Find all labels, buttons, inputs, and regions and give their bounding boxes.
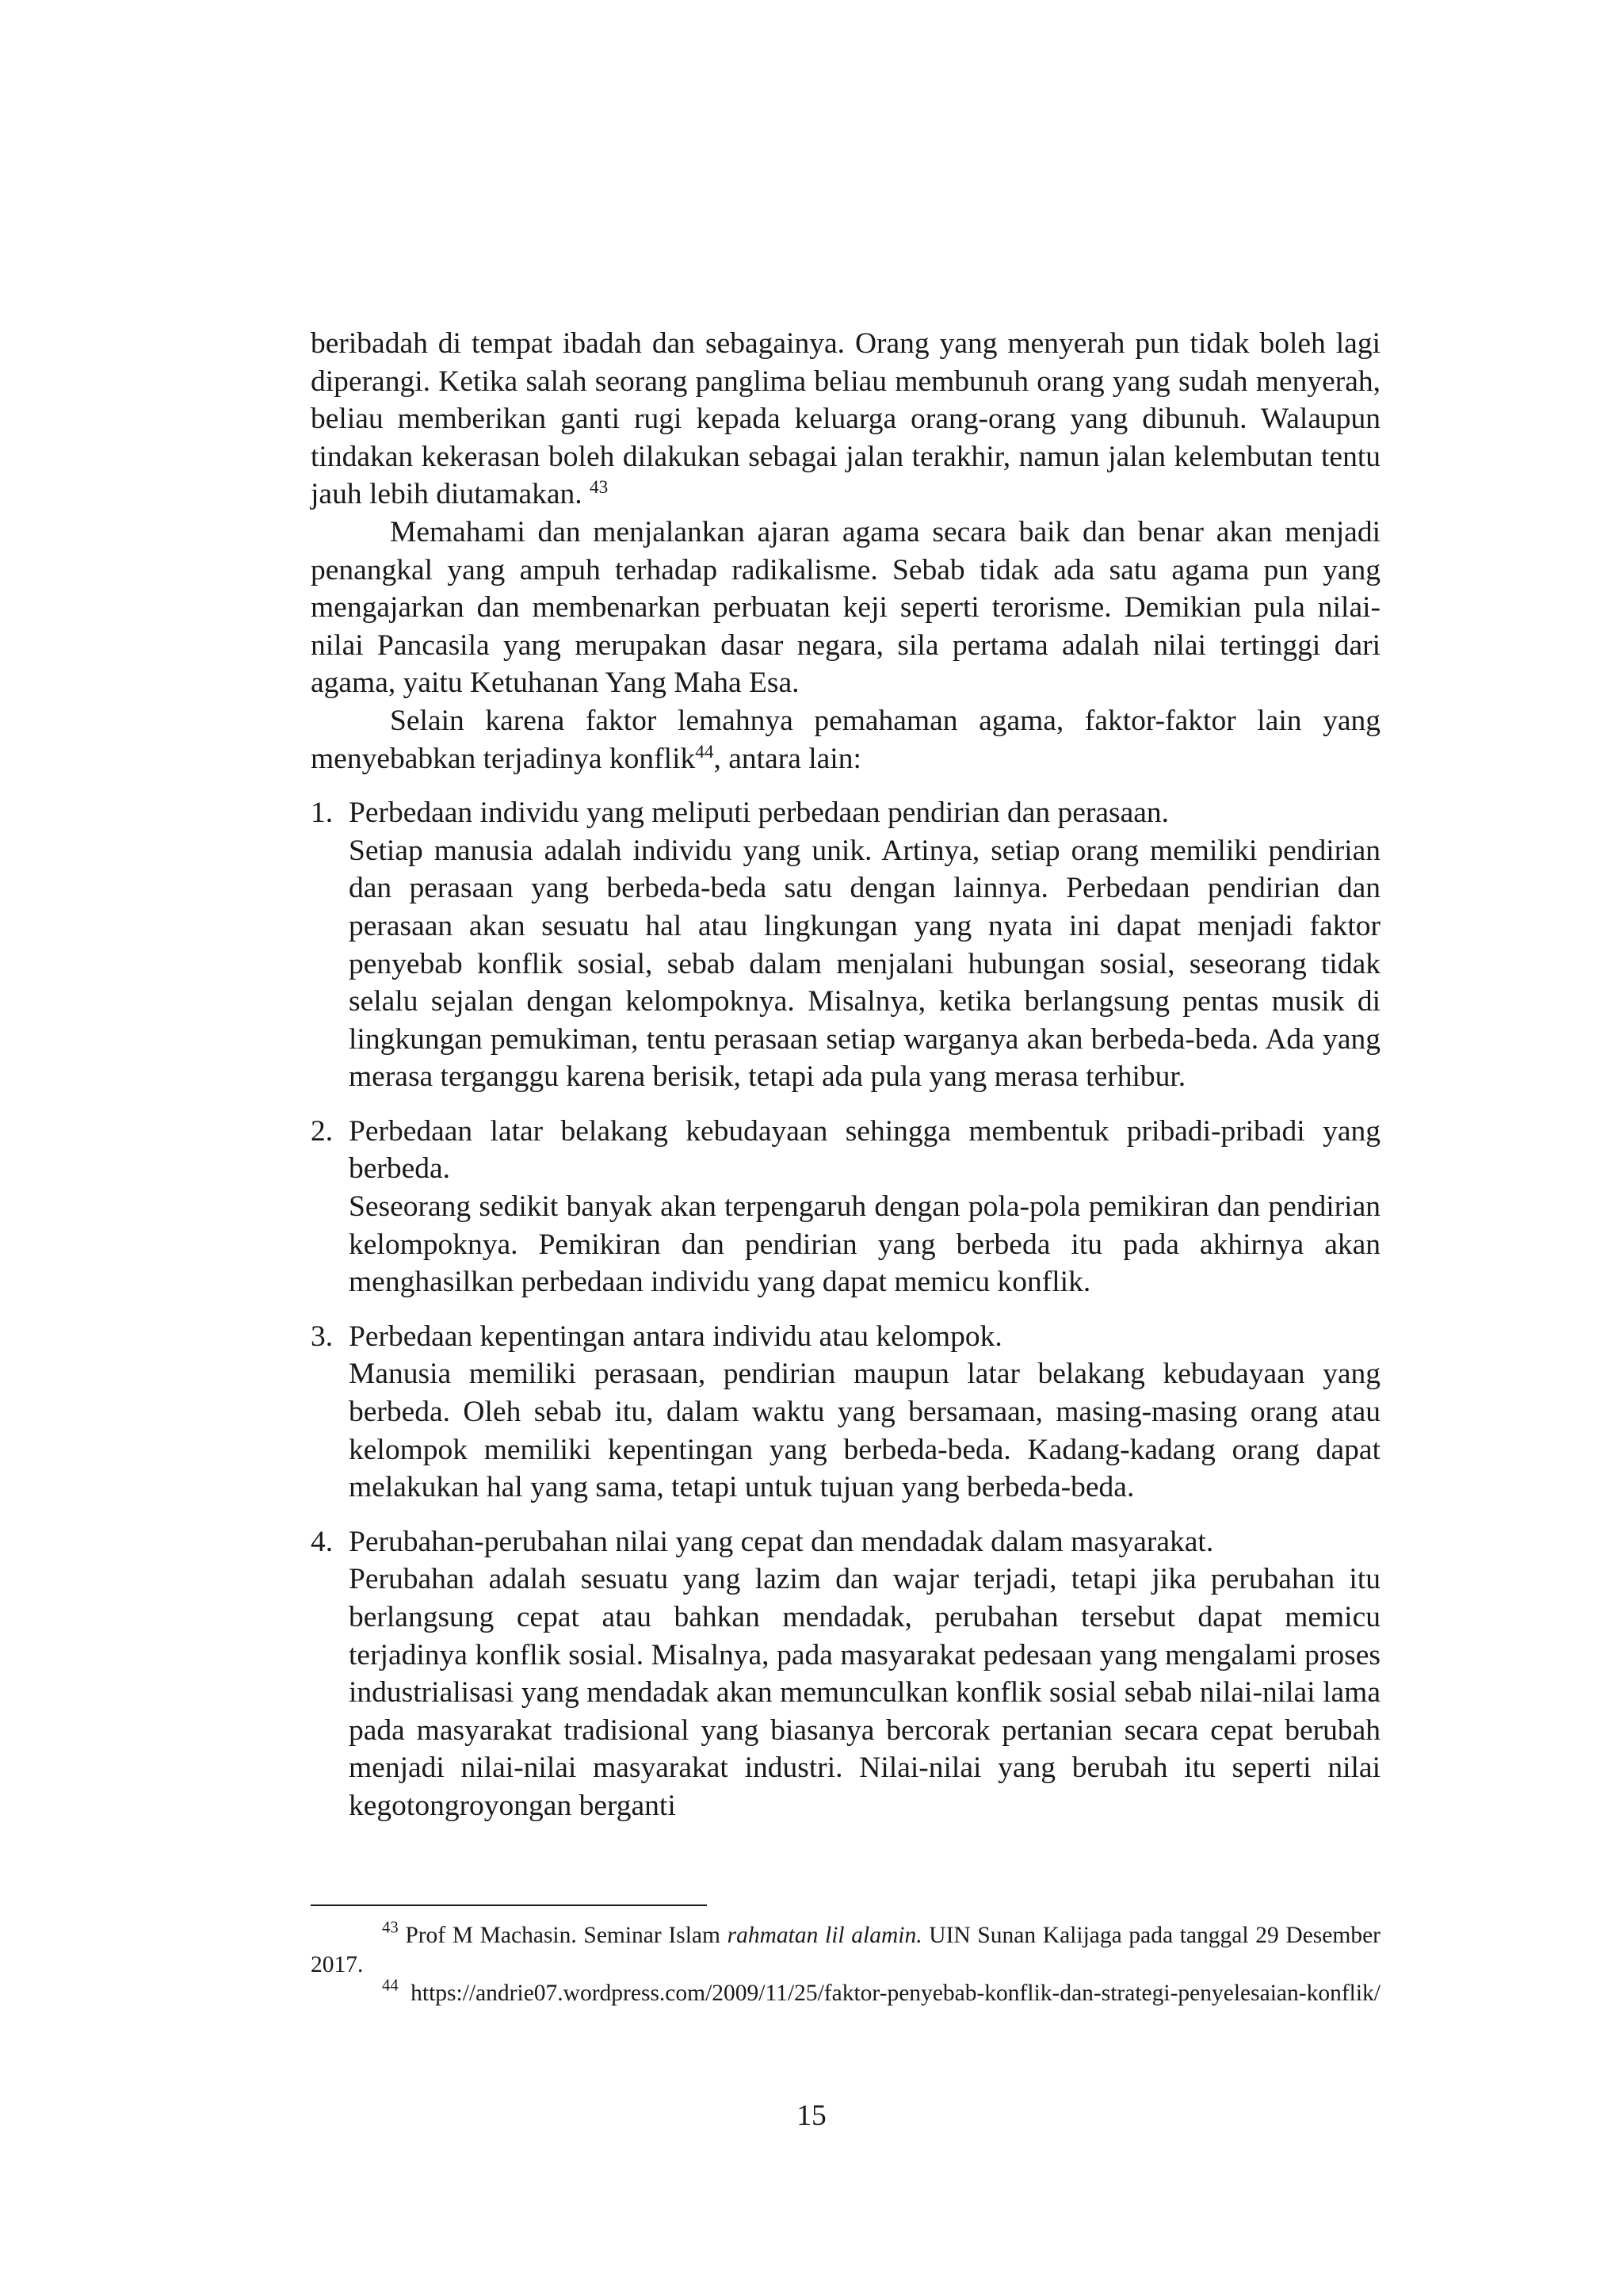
list-item-number: 4. [311, 1525, 334, 1558]
list-item [311, 1113, 1381, 1301]
page-number: 15 [796, 2099, 827, 2132]
list-item-body: Manusia memiliki perasaan, pendirian maupun latar belakang kebudayaan yang berbeda. Oleh sebab itu, dalam waktu yang bersamaan, masing-masing orang atau kelompok memiliki kepentingan yang berbeda-beda. Kadang-kadang orang dapat melakukan hal yang sama, tetapi untuk tujuan yang berbeda-beda. [349, 1358, 1381, 1504]
footnote-43-tail: UIN Sunan Kalijaga pada tanggal 29 Desember 2017. [311, 1923, 1381, 1977]
footnotes [311, 1921, 1381, 2008]
list-item-number: 1. [311, 797, 334, 830]
footnote-43 [311, 1921, 1381, 1979]
factor-list [311, 794, 1381, 1824]
list-item-body: Seseorang sedikit banyak akan terpengaruh dengan pola-pola pemikiran dan pendirian kelompoknya. Pemikiran dan pendirian yang berbeda itu pada akhirnya akan menghasilkan perbedaan individu yang dapat memicu konflik. [349, 1190, 1381, 1299]
list-item-heading: Perbedaan individu yang meliputi perbedaan pendirian dan perasaan. [349, 797, 1170, 830]
body-text [311, 325, 1381, 1825]
list-item [311, 794, 1381, 1096]
list-item [311, 1318, 1381, 1507]
intro-continuation-paragraph [311, 325, 1381, 514]
footnote-44 [311, 1979, 1381, 2008]
paragraph-religion: Memahami dan menjalankan ajaran agama secara baik dan benar akan menjadi penangkal yang ampuh terhadap radikalisme. Sebab tidak ada satu agama pun yang mengajarkan dan membenarkan perbuatan keji seperti terorisme. Demikian pula nilai-nilai Pancasila yang merupakan dasar negara, sila pertama adalah nilai tertinggi dari agama, yaitu Ketuhanan Yang Maha Esa. [311, 515, 1381, 700]
footnote-43-italic: rahmatan lil alamin. [727, 1923, 922, 1948]
paragraph-conflict-factors [311, 702, 1381, 777]
paragraph-conflict-factors-text: Selain karena faktor lemahnya pemahaman agama, faktor-faktor lain yang menyebabkan terjadinya konflik [311, 704, 1381, 775]
list-item-heading: Perubahan-perubahan nilai yang cepat dan mendadak dalam masyarakat. [349, 1525, 1214, 1558]
footnote-ref-44[interactable]: 44 [695, 741, 714, 762]
list-item-heading: Perbedaan latar belakang kebudayaan sehingga membentuk pribadi-pribadi yang berbeda. [349, 1114, 1381, 1186]
footnote-marker-44: 44 [382, 1977, 399, 1995]
intro-continuation-text: beribadah di tempat ibadah dan sebagainya. Orang yang menyerah pun tidak boleh lagi diperangi. Ketika salah seorang panglima beliau membunuh orang yang sudah menyerah, beliau memberikan ganti rugi kepada keluarga orang-orang yang dibunuh. Walaupun tindakan kekerasan boleh dilakukan sebagai jalan terakhir, namun jalan kelembutan tentu jauh lebih diutamakan. [311, 327, 1381, 511]
paragraph-conflict-factors-tail: , antara lain: [713, 742, 861, 775]
footnote-43-text: Prof M Machasin. Seminar Islam [405, 1923, 720, 1948]
footnote-ref-43[interactable]: 43 [589, 477, 609, 499]
list-item-number: 3. [311, 1320, 334, 1353]
list-item-number: 2. [311, 1114, 334, 1148]
list-item-heading: Perbedaan kepentingan antara individu atau kelompok. [349, 1320, 1002, 1353]
list-item-body: Setiap manusia adalah individu yang unik. Artinya, setiap orang memiliki pendirian dan perasaan yang berbeda-beda satu dengan lainnya. Perbedaan pendirian dan perasaan akan sesuatu hal atau lingkungan yang nyata ini dapat menjadi faktor penyebab konflik sosial, sebab dalam menjalani hubungan sosial, seseorang tidak selalu sejalan dengan kelompoknya. Misalnya, ketika berlangsung pentas musik di lingkungan pemukiman, tentu perasaan setiap warganya akan berbeda-beda. Ada yang merasa terganggu karena berisik, tetapi ada pula yang merasa terhibur. [349, 834, 1381, 1094]
list-item [311, 1523, 1381, 1825]
list-item-body: Perubahan adalah sesuatu yang lazim dan wajar terjadi, tetapi jika perubahan itu berlangsung cepat atau bahkan mendadak, perubahan tersebut dapat memicu terjadinya konflik sosial. Misalnya, pada masyarakat pedesaan yang mengalami proses industrialisasi yang mendadak akan memunculkan konflik sosial sebab nilai-nilai lama pada masyarakat tradisional yang biasanya bercorak pertanian secara cepat berubah menjadi nilai-nilai masyarakat industri. Nilai-nilai yang berubah itu seperti nilai kegotongroyongan berganti [349, 1563, 1381, 1822]
footnote-marker-43: 43 [382, 1919, 399, 1937]
footnote-divider [311, 1904, 707, 1906]
footnote-44-url[interactable]: https://andrie07.wordpress.com/2009/11/25/faktor-penyebab-konflik-dan-strategi-penyelesaian-konflik/ [411, 1981, 1381, 2006]
